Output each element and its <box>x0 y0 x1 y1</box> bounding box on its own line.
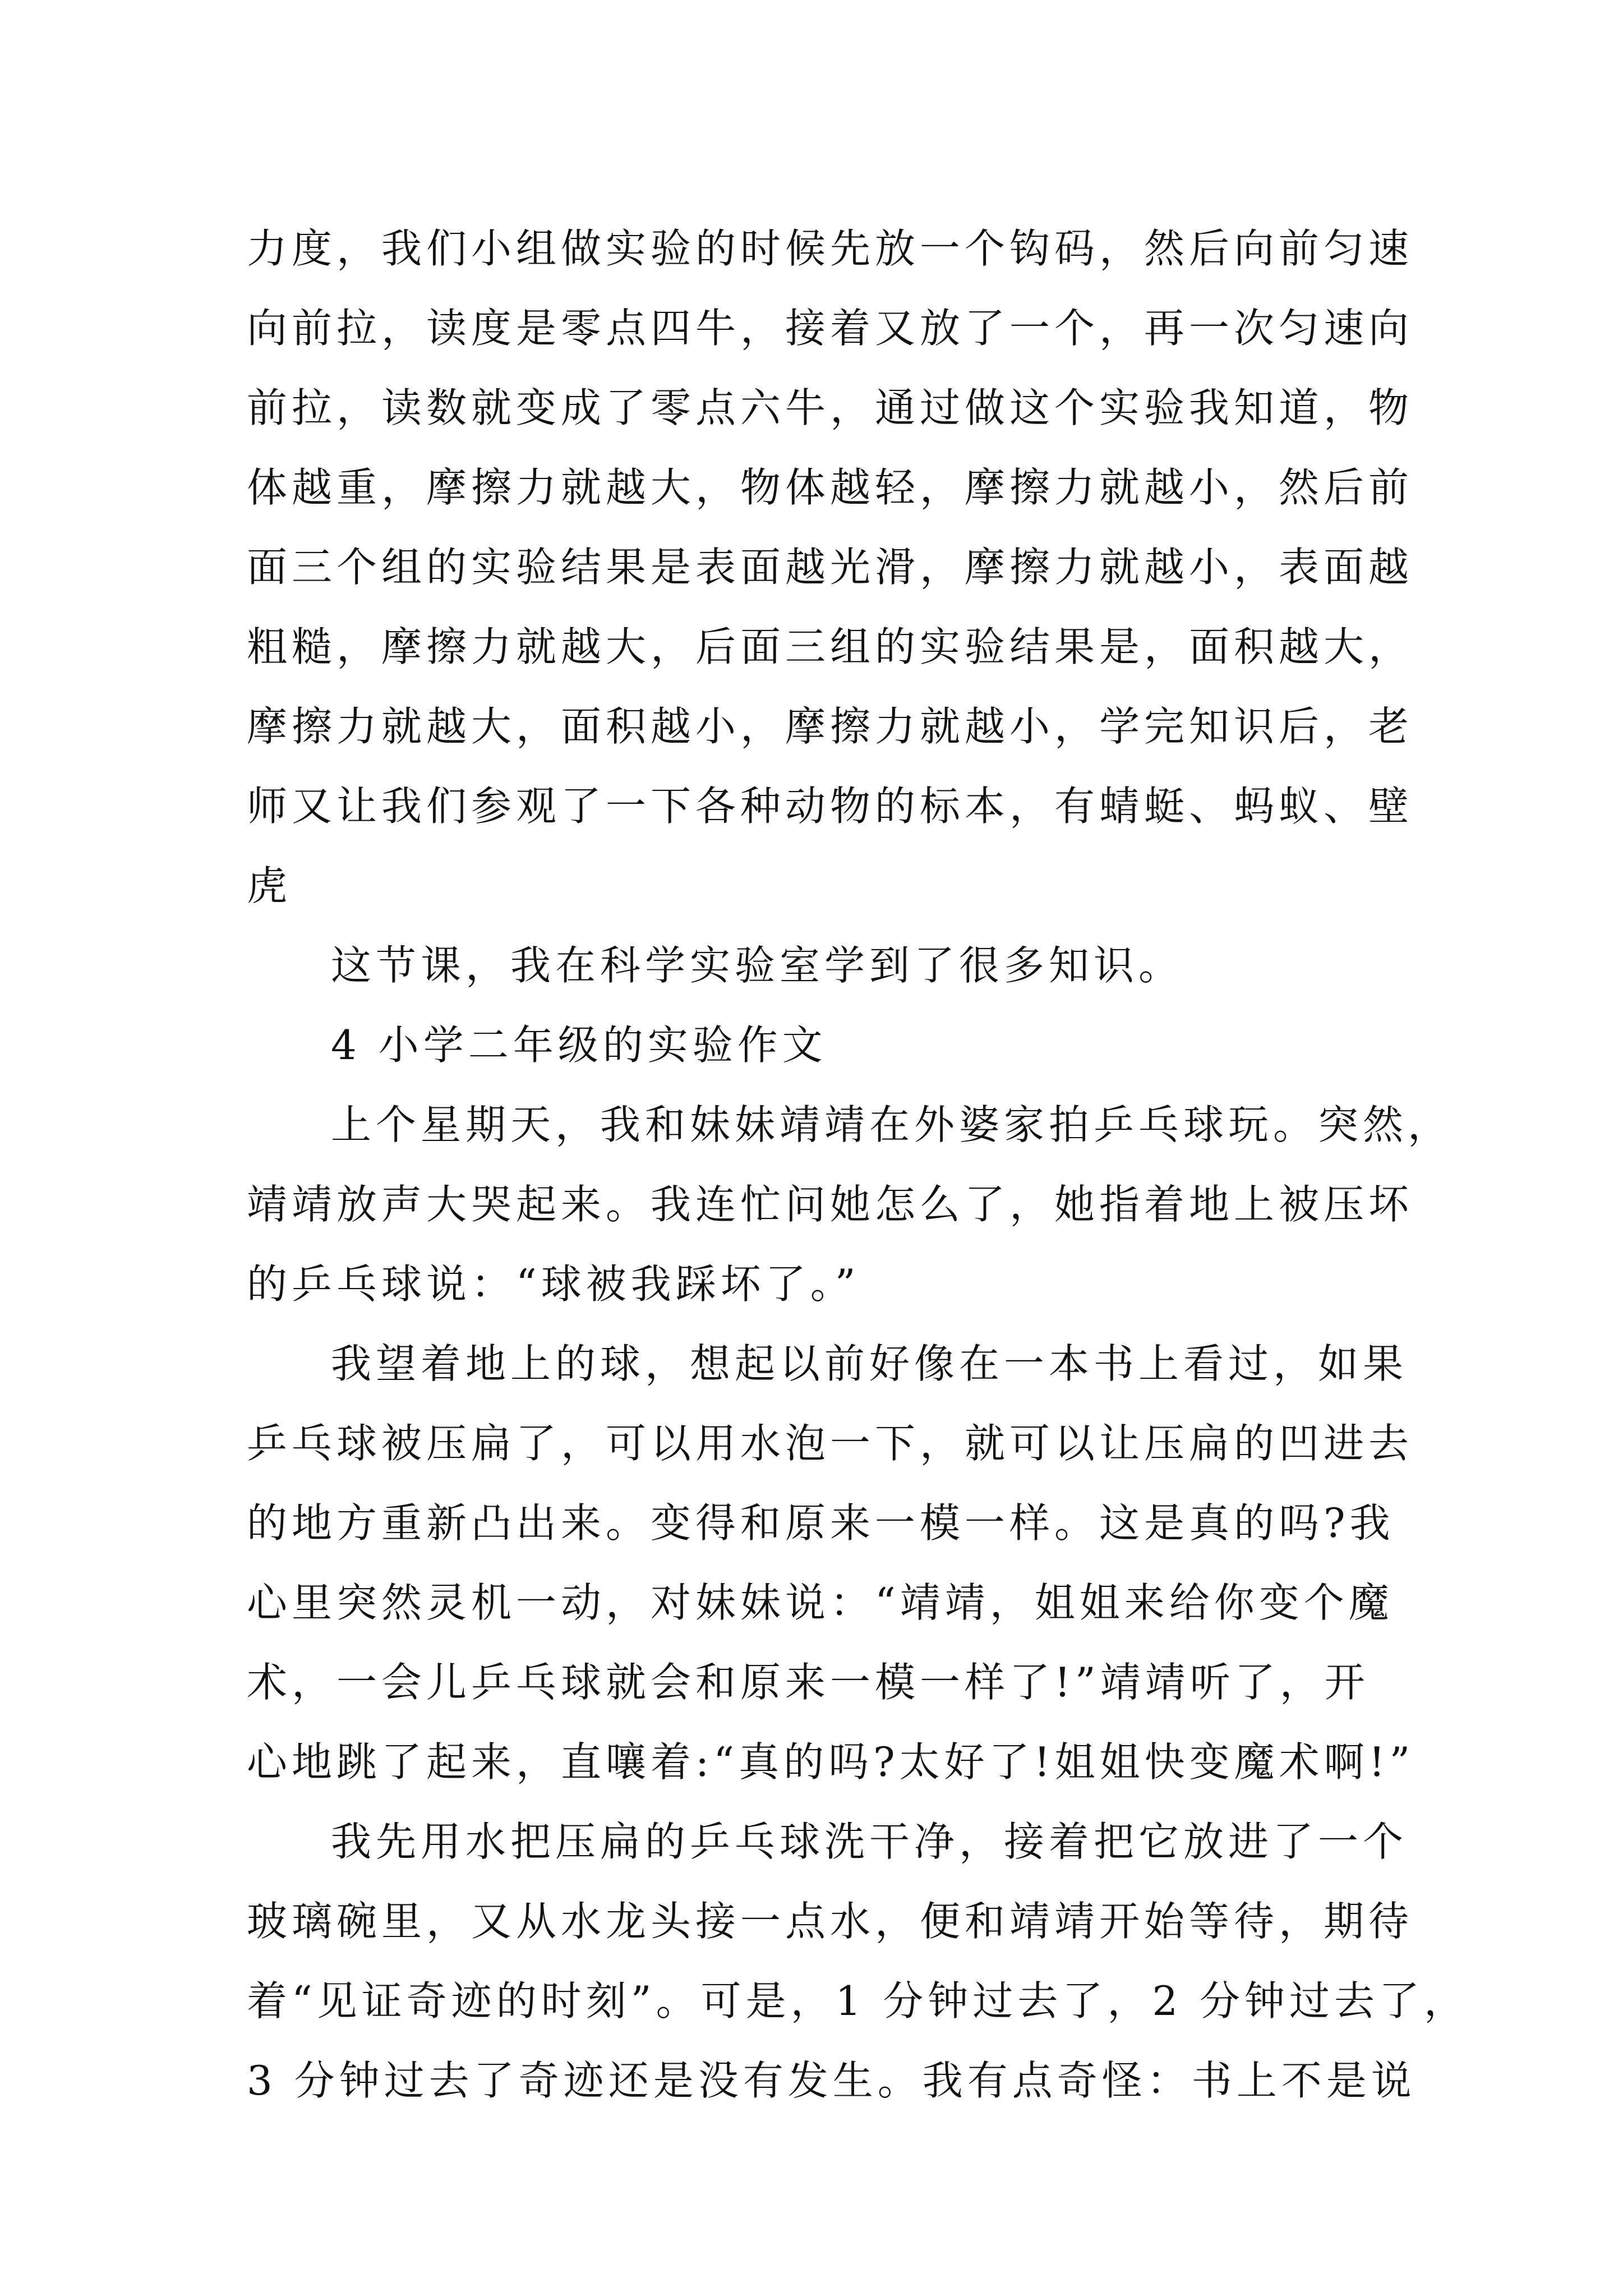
text-line: 虎 <box>247 862 292 909</box>
text-line: 心地跳了起来，直嚷着:“真的吗?太好了!姐姐快变魔术啊!” <box>247 1738 1415 1786</box>
text-line: 术，一会儿乒乓球就会和原来一模一样了!”靖靖听了，开 <box>247 1659 1370 1706</box>
text-line: 面三个组的实验结果是表面越光滑，摩擦力就越小，表面越 <box>247 544 1414 591</box>
text-line: 乒乓球被压扁了，可以用水泡一下，就可以让压扁的凹进去 <box>247 1420 1414 1467</box>
text-line: 师又让我们参观了一下各种动物的标本，有蜻蜓、蚂蚁、壁 <box>247 783 1414 830</box>
text-line: 体越重，摩擦力就越大，物体越轻，摩擦力就越小，然后前 <box>247 464 1414 511</box>
text-line: 力度，我们小组做实验的时候先放一个钩码，然后向前匀速 <box>247 225 1414 272</box>
text-line: 粗糙，摩擦力就越大，后面三组的实验结果是，面积越大， <box>247 623 1414 670</box>
paragraph-start-line: 我望着地上的球，想起以前好像在一本书上看过，如果 <box>331 1340 1408 1387</box>
text-line: 摩擦力就越大，面积越小，摩擦力就越小，学完知识后，老 <box>247 703 1414 750</box>
text-line: 玻璃碗里，又从水龙头接一点水，便和靖靖开始等待，期待 <box>247 1898 1414 1945</box>
paragraph-start-line: 我先用水把压扁的乒乓球洗干净，接着把它放进了一个 <box>331 1818 1408 1865</box>
text-line: 3 分钟过去了奇迹还是没有发生。我有点奇怪：书上不是说 <box>247 2057 1416 2104</box>
paragraph-start-line: 这节课，我在科学实验室学到了很多知识。 <box>331 942 1184 989</box>
text-line: 前拉，读数就变成了零点六牛，通过做这个实验我知道，物 <box>247 384 1414 431</box>
text-line: 的地方重新凸出来。变得和原来一模一样。这是真的吗?我 <box>247 1499 1395 1547</box>
paragraph-start-line: 上个星期天，我和妹妹靖靖在外婆家拍乒乓球玩。突然， <box>331 1101 1453 1148</box>
text-line: 着“见证奇迹的时刻”。可是，1 分钟过去了，2 分钟过去了， <box>247 1977 1469 2024</box>
section-heading: 4 小学二年级的实验作文 <box>331 1022 827 1069</box>
text-line: 心里突然灵机一动，对妹妹说：“靖靖，姐姐来给你变个魔 <box>247 1579 1394 1626</box>
text-line: 向前拉，读度是零点四牛，接着又放了一个，再一次匀速向 <box>247 305 1414 352</box>
text-line: 靖靖放声大哭起来。我连忙问她怎么了，她指着地上被压坏 <box>247 1181 1414 1228</box>
text-line: 的乒乓球说：“球被我踩坏了。” <box>247 1260 860 1308</box>
